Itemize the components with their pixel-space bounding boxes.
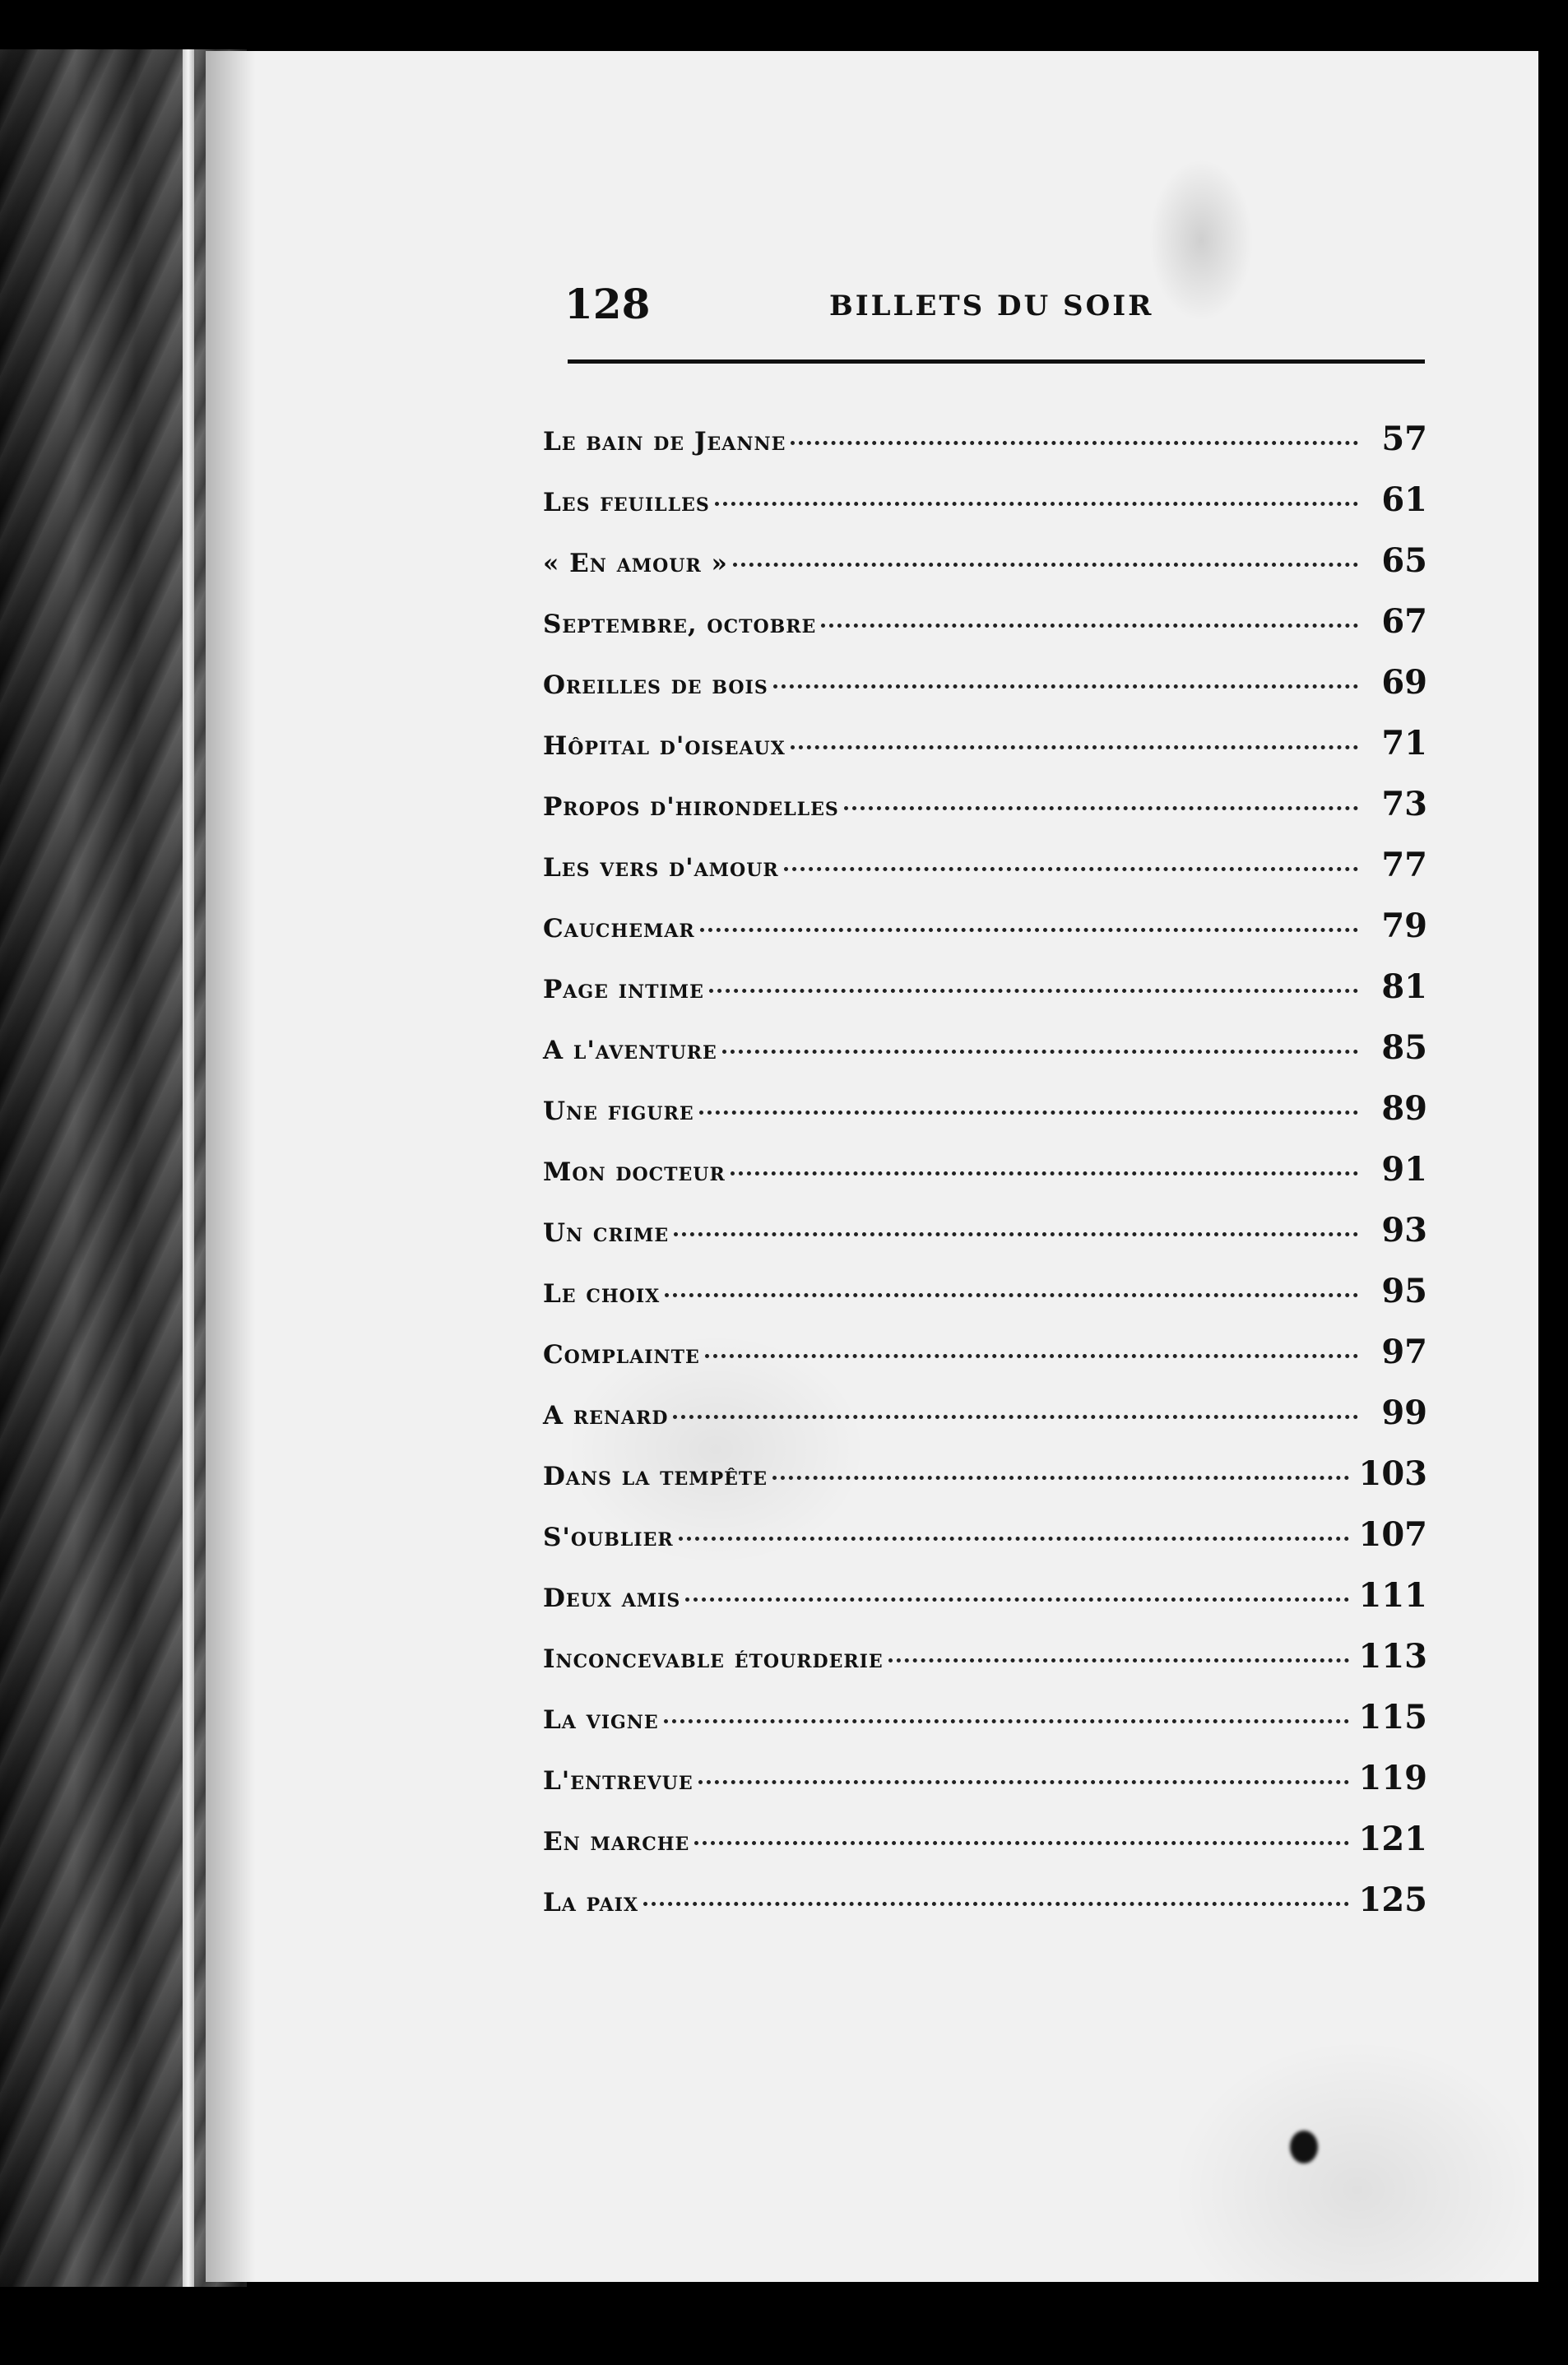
ink-blot <box>1290 2131 1318 2163</box>
toc-entry-page: 89 <box>1381 1089 1427 1128</box>
page-number: 128 <box>564 280 651 328</box>
toc-entry-title: Cauchemar <box>543 914 695 944</box>
toc-entry-page: 111 <box>1358 1576 1427 1615</box>
dot-leader <box>699 1111 1358 1115</box>
toc-entry-page: 121 <box>1358 1820 1427 1858</box>
dot-leader <box>673 1415 1358 1419</box>
toc-entry <box>543 1820 1427 1880</box>
toc-entry-title: En marche <box>543 1827 690 1857</box>
toc-entry <box>543 1393 1427 1454</box>
toc-entry-page: 79 <box>1381 907 1427 945</box>
toc-entry-title: Complainte <box>543 1340 700 1370</box>
toc-entry-title: Hôpital d'oiseaux <box>543 731 786 761</box>
toc-entry-title: S'oublier <box>543 1523 674 1552</box>
toc-entry-title: L'entrevue <box>543 1766 694 1796</box>
toc-entry <box>543 1211 1427 1272</box>
toc-entry-page: 95 <box>1381 1272 1427 1310</box>
dot-leader <box>791 745 1358 749</box>
dot-leader <box>698 1780 1349 1784</box>
toc-entry-title: Les feuilles <box>543 488 710 517</box>
dot-leader <box>888 1658 1349 1662</box>
dot-leader <box>772 1476 1348 1480</box>
dot-leader <box>685 1598 1348 1602</box>
dot-leader <box>643 1902 1348 1906</box>
dot-leader <box>664 1719 1349 1723</box>
toc-entry <box>543 541 1427 602</box>
toc-entry <box>543 1576 1427 1637</box>
dot-leader <box>733 563 1358 567</box>
toc-entry-page: 93 <box>1381 1211 1427 1250</box>
binding-edge <box>183 49 194 2287</box>
toc-entry-page: 61 <box>1381 480 1427 519</box>
toc-entry-title: Page intime <box>543 975 704 1004</box>
dot-leader <box>679 1537 1349 1541</box>
table-of-contents <box>543 420 1427 1941</box>
toc-entry-title: Septembre, octobre <box>543 610 817 639</box>
toc-entry <box>543 480 1427 541</box>
toc-entry <box>543 1028 1427 1089</box>
toc-entry <box>543 1150 1427 1211</box>
toc-entry <box>543 1637 1427 1698</box>
toc-entry-page: 97 <box>1381 1333 1427 1371</box>
toc-entry <box>543 1759 1427 1820</box>
toc-entry <box>543 602 1427 663</box>
dot-leader <box>791 441 1358 445</box>
toc-entry <box>543 1698 1427 1759</box>
toc-entry-title: A renard <box>543 1401 669 1431</box>
toc-entry <box>543 663 1427 724</box>
toc-entry-title: Les vers d'amour <box>543 853 779 883</box>
toc-entry-title: Inconcevable étourderie <box>543 1644 884 1674</box>
toc-entry-page: 77 <box>1381 846 1427 884</box>
toc-entry <box>543 907 1427 967</box>
toc-entry-page: 85 <box>1381 1028 1427 1067</box>
toc-entry-page: 57 <box>1381 420 1427 458</box>
dot-leader <box>722 1050 1358 1054</box>
toc-entry-title: Propos d'hirondelles <box>543 792 839 822</box>
toc-entry-page: 81 <box>1381 967 1427 1006</box>
toc-entry-page: 71 <box>1381 724 1427 763</box>
toc-entry-title: Le choix <box>543 1279 661 1309</box>
dot-leader <box>821 624 1358 628</box>
dot-leader <box>674 1232 1358 1236</box>
dot-leader <box>784 867 1358 871</box>
toc-entry <box>543 1333 1427 1393</box>
page-header <box>564 280 1428 370</box>
toc-entry <box>543 1272 1427 1333</box>
toc-entry-title: Deux amis <box>543 1584 681 1613</box>
dot-leader <box>773 684 1358 689</box>
toc-entry <box>543 1515 1427 1576</box>
toc-entry <box>543 1089 1427 1150</box>
toc-entry <box>543 846 1427 907</box>
dot-leader <box>715 502 1358 506</box>
toc-entry-title: La vigne <box>543 1705 659 1735</box>
toc-entry <box>543 1454 1427 1515</box>
toc-entry-page: 73 <box>1381 785 1427 823</box>
dot-leader <box>705 1354 1358 1358</box>
toc-entry <box>543 420 1427 480</box>
page-gutter-shadow <box>206 51 255 2282</box>
toc-entry-page: 69 <box>1381 663 1427 702</box>
toc-entry-title: Le bain de Jeanne <box>543 427 786 457</box>
toc-entry-page: 103 <box>1358 1454 1427 1493</box>
toc-entry-page: 107 <box>1358 1515 1427 1554</box>
toc-entry-title: Mon docteur <box>543 1157 726 1187</box>
toc-entry-title: A l'aventure <box>543 1036 717 1065</box>
toc-entry <box>543 785 1427 846</box>
dot-leader <box>694 1841 1348 1845</box>
dot-leader <box>700 928 1358 932</box>
running-title: BILLETS DU SOIR <box>829 290 1154 322</box>
toc-entry-page: 65 <box>1381 541 1427 580</box>
dot-leader <box>709 989 1358 993</box>
toc-entry-title: « En amour » <box>543 549 728 578</box>
toc-entry-page: 91 <box>1381 1150 1427 1189</box>
toc-entry-title: Oreilles de bois <box>543 670 768 700</box>
toc-entry-title: Une figure <box>543 1097 694 1126</box>
toc-entry <box>543 1880 1427 1941</box>
toc-entry-page: 113 <box>1358 1637 1427 1676</box>
dot-leader <box>731 1171 1358 1176</box>
toc-entry-title: Un crime <box>543 1218 670 1248</box>
toc-entry <box>543 724 1427 785</box>
toc-entry-page: 115 <box>1358 1698 1427 1737</box>
toc-entry-page: 99 <box>1381 1393 1427 1432</box>
dot-leader <box>844 806 1358 810</box>
dot-leader <box>665 1293 1358 1297</box>
toc-entry-page: 125 <box>1358 1880 1427 1919</box>
toc-entry-title: La paix <box>543 1888 639 1918</box>
header-rule <box>568 359 1425 364</box>
toc-entry-page: 119 <box>1358 1759 1427 1797</box>
toc-entry-page: 67 <box>1381 602 1427 641</box>
toc-entry <box>543 967 1427 1028</box>
toc-entry-title: Dans la tempête <box>543 1462 768 1491</box>
